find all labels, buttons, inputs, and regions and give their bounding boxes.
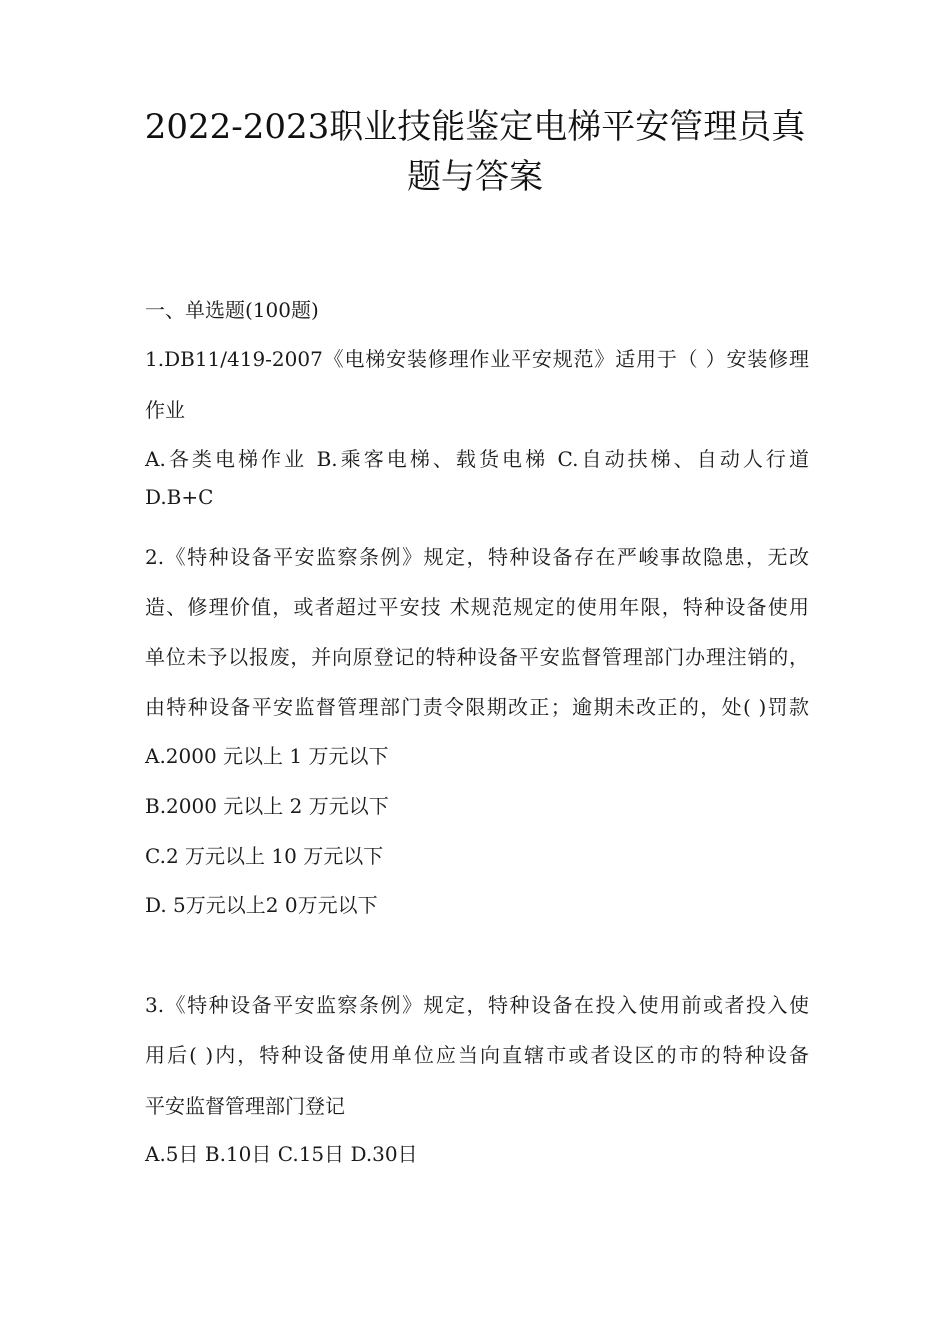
question-3-stem-line-1: 3.《特种设备平安监察条例》规定，特种设备在投入使用前或者投入使 bbox=[145, 993, 809, 1017]
question-2-stem-line-3: 单位未予以报废，并向原登记的特种设备平安监督管理部门办理注销的， bbox=[145, 645, 809, 669]
question-2-option-b: B.2000 元以上 2 万元以下 bbox=[145, 794, 389, 818]
question-1-option-line-1: A.各类电梯作业 B.乘客电梯、载货电梯 C.自动扶梯、自动人行道 bbox=[145, 447, 809, 471]
question-2-option-d: D. 5万元以上2 0万元以下 bbox=[145, 893, 378, 917]
document-title-line-2: 题与答案 bbox=[407, 157, 543, 197]
question-1-stem-line-1: 1.DB11/419-2007《电梯安装修理作业平安规范》适用于（ ）安装修理 bbox=[145, 347, 809, 371]
document-title-line-1: 2022-2023职业技能鉴定电梯平安管理员真 bbox=[144, 107, 806, 147]
question-2-stem-line-4: 由特种设备平安监督管理部门责令限期改正；逾期未改正的，处( )罚款 bbox=[145, 695, 809, 719]
question-2-stem-line-1: 2.《特种设备平安监察条例》规定，特种设备存在严峻事故隐患，无改 bbox=[145, 545, 809, 569]
question-3-options: A.5日 B.10日 C.15日 D.30日 bbox=[145, 1142, 418, 1166]
question-2-stem-line-2: 造、修理价值，或者超过平安技 术规范规定的使用年限，特种设备使用 bbox=[145, 595, 809, 619]
question-1-stem-line-2: 作业 bbox=[145, 398, 185, 422]
question-2-option-a: A.2000 元以上 1 万元以下 bbox=[145, 744, 389, 768]
question-3-stem-line-3: 平安监督管理部门登记 bbox=[145, 1094, 345, 1118]
question-1-option-line-2: D.B+C bbox=[145, 485, 214, 509]
question-3-stem-line-2: 用后( )内，特种设备使用单位应当向直辖市或者设区的市的特种设备 bbox=[145, 1043, 809, 1067]
section-heading: 一、单选题(100题) bbox=[145, 298, 319, 322]
question-2-option-c: C.2 万元以上 10 万元以下 bbox=[145, 844, 384, 868]
